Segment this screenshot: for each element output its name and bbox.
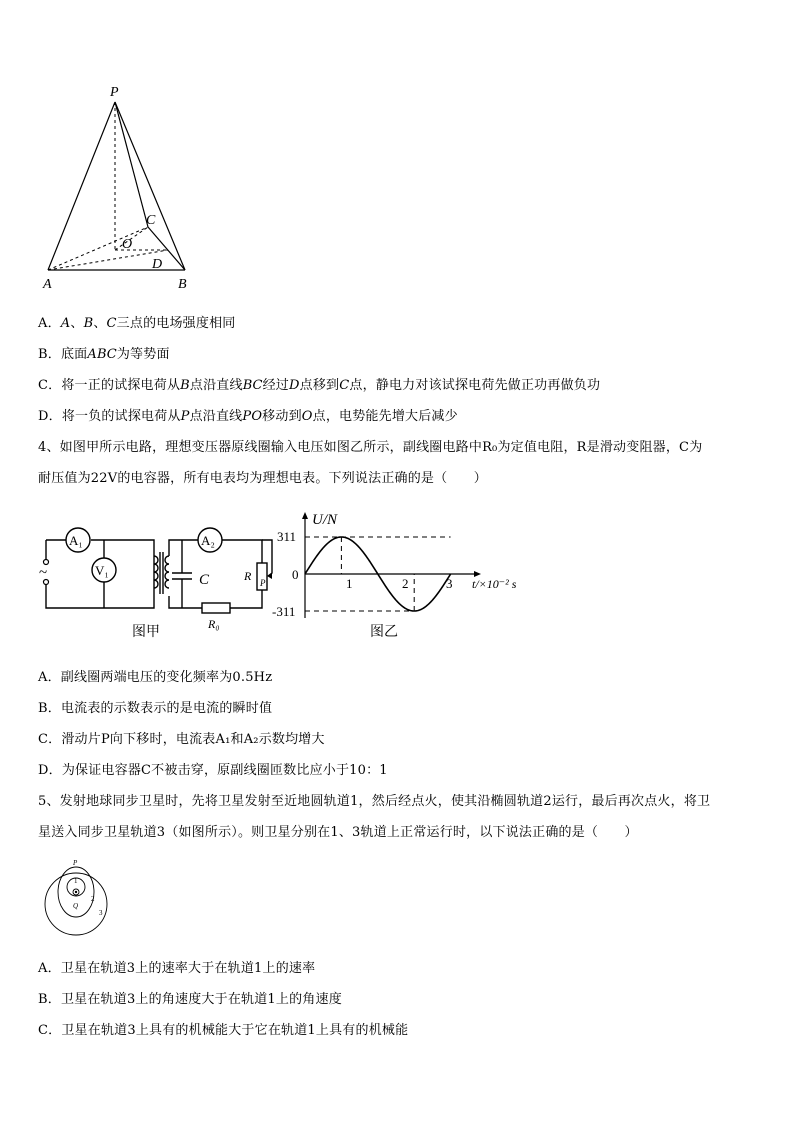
- label-b: B: [178, 277, 187, 292]
- capacitor-label: C: [199, 572, 210, 588]
- y-tick-neg311: -311: [272, 604, 296, 619]
- q5-option-a: A．卫星在轨道3上的速率大于在轨道1上的速率: [38, 961, 316, 976]
- ammeter-a2-label: A₂: [201, 533, 215, 548]
- q4-option-b: B．电流表的示数表示的是电流的瞬时值: [38, 701, 273, 716]
- q5-stem-line1: 5、发射地球同步卫星时，先将卫星发射至近地圆轨道1，然后经点火，使其沿椭圆轨道2运行，最后再次点火，将卫: [38, 794, 711, 809]
- q5-stem-line2: 星送入同步卫星轨道3（如图所示）。则卫星分别在1、3轨道上正常运行时，以下说法正确的是（ ）: [38, 825, 638, 840]
- slider-label: P: [260, 578, 266, 588]
- q3-option-d: D．将一负的试探电荷从𝑃点沿直线𝑃𝑂移动到𝑂点，电势能先增大后减少: [38, 409, 458, 424]
- point-q: Q: [73, 902, 79, 910]
- label-o: O: [122, 237, 133, 252]
- orbit-2-label: 2: [91, 895, 95, 903]
- q4-option-d: D．为保证电容器C不被击穿，原副线圈匝数比应小于10：1: [38, 763, 388, 778]
- point-p: P: [73, 859, 78, 867]
- ac-source-symbol: ~: [39, 565, 48, 581]
- q3-option-c: C．将一正的试探电荷从𝐵点沿直线𝐵𝐶经过𝐷点移到𝐶点，静电力对该试探电荷先做正功再做负功: [38, 378, 601, 393]
- q5-option-c: C．卫星在轨道3上具有的机械能大于它在轨道1上具有的机械能: [38, 1023, 409, 1038]
- y-axis-label: U/N: [312, 512, 338, 528]
- x-axis-label: t/×10⁻² s: [472, 577, 517, 591]
- x-tick-2: 2: [402, 576, 409, 591]
- orbit-3-label: 3: [99, 909, 103, 917]
- circuit-figure: [36, 518, 276, 643]
- orbit-figure: [38, 856, 110, 946]
- label-c: C: [146, 213, 156, 228]
- resistor-r0-label: R₀: [208, 617, 220, 631]
- y-tick-311: 311: [277, 529, 297, 544]
- y-tick-0: 0: [292, 567, 299, 582]
- q3-option-a: A．𝐴、𝐵、𝐶三点的电场强度相同: [38, 316, 236, 331]
- x-tick-3: 3: [446, 576, 453, 591]
- x-tick-1: 1: [346, 576, 353, 591]
- q4-option-a: A．副线圈两端电压的变化频率为0.5Hz: [38, 670, 273, 685]
- orbit-1-label: 1: [74, 877, 78, 885]
- voltmeter-v1-label: V₁: [95, 563, 109, 578]
- figure-a-caption: 图甲: [132, 625, 160, 640]
- figure-b-caption: 图乙: [370, 625, 398, 640]
- rheostat-label: R: [244, 569, 252, 583]
- pyramid-figure: [40, 82, 200, 292]
- voltage-chart: [272, 508, 532, 643]
- q3-option-b: B．底面𝐴𝐵𝐶为等势面: [38, 347, 170, 362]
- ammeter-a1-label: A₁: [69, 533, 83, 548]
- label-p: P: [110, 85, 119, 100]
- q4-option-c: C．滑动片P向下移时，电流表A₁和A₂示数均增大: [38, 732, 325, 747]
- q4-stem-line1: 4、如图甲所示电路，理想变压器原线圈输入电压如图乙所示，副线圈电路中R₀为定值电阻，R是滑动变阻器，C为: [38, 440, 703, 455]
- label-a: A: [43, 277, 52, 292]
- q5-option-b: B．卫星在轨道3上的角速度大于在轨道1上的角速度: [38, 992, 342, 1007]
- label-d: D: [152, 257, 163, 272]
- q4-stem-line2: 耐压值为22V的电容器，所有电表均为理想电表。下列说法正确的是（ ）: [38, 471, 487, 486]
